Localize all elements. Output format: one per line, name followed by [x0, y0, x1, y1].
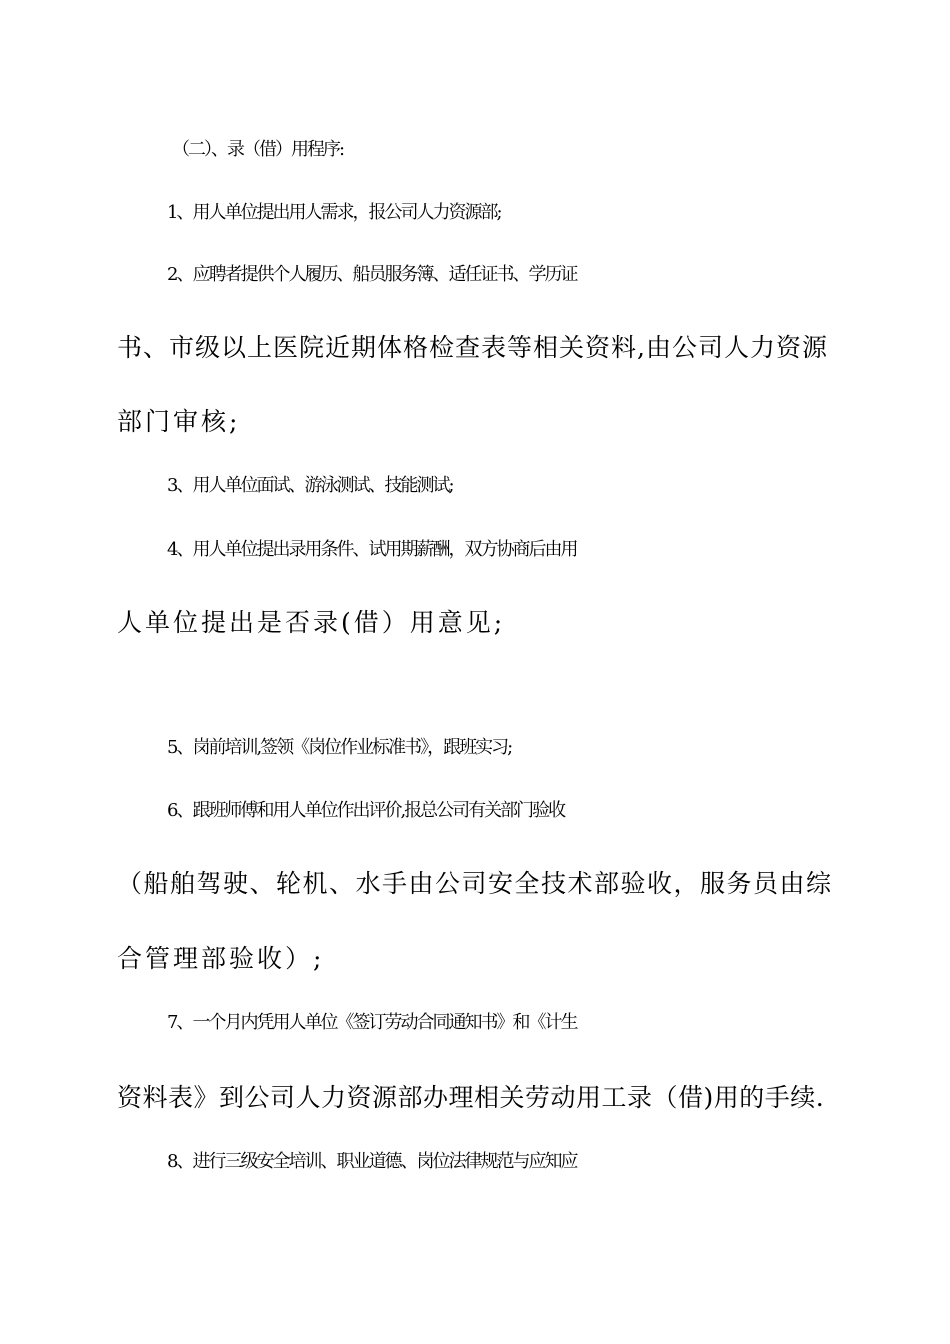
- section-heading: （二）、录（借）用程序:: [172, 139, 344, 160]
- paragraph-line: 资料表》到公司人力资源部办理相关劳动用工录（借)用的手续.: [117, 1083, 825, 1112]
- paragraph-line: 8、进行三级安全培训、职业道德、岗位法律规范与应知应: [167, 1151, 577, 1172]
- paragraph-line: 合管理部验收）;: [117, 944, 325, 973]
- paragraph-line: 书、市级以上医院近期体格检查表等相关资料,由公司人力资源: [117, 333, 828, 362]
- paragraph-line: 人单位提出是否录(借）用意见;: [117, 608, 506, 637]
- paragraph-line: 4、用人单位提出录用条件、试用期薪酬，双方协商后由用: [167, 539, 577, 560]
- paragraph-line: 3、用人单位面试、游泳测试、技能测试;: [167, 475, 453, 496]
- paragraph-line: 部门审核;: [117, 407, 241, 436]
- paragraph-line: 6、跟班师傅和用人单位作出评价,报总公司有关部门验收: [167, 800, 565, 821]
- paragraph-line: 7、一个月内凭用人单位《签订劳动合同通知书》和《计生: [167, 1012, 577, 1033]
- paragraph-line: 5、岗前培训,签领《岗位作业标准书》，跟班实习;: [167, 737, 512, 758]
- paragraph-line: 1、用人单位提出用人需求，报公司人力资源部;: [167, 202, 501, 223]
- paragraph-line: 2、应聘者提供个人履历、船员服务簿、适任证书、学历证: [167, 264, 577, 285]
- paragraph-line: （船舶驾驶、轮机、水手由公司安全技术部验收，服务员由综: [117, 869, 833, 898]
